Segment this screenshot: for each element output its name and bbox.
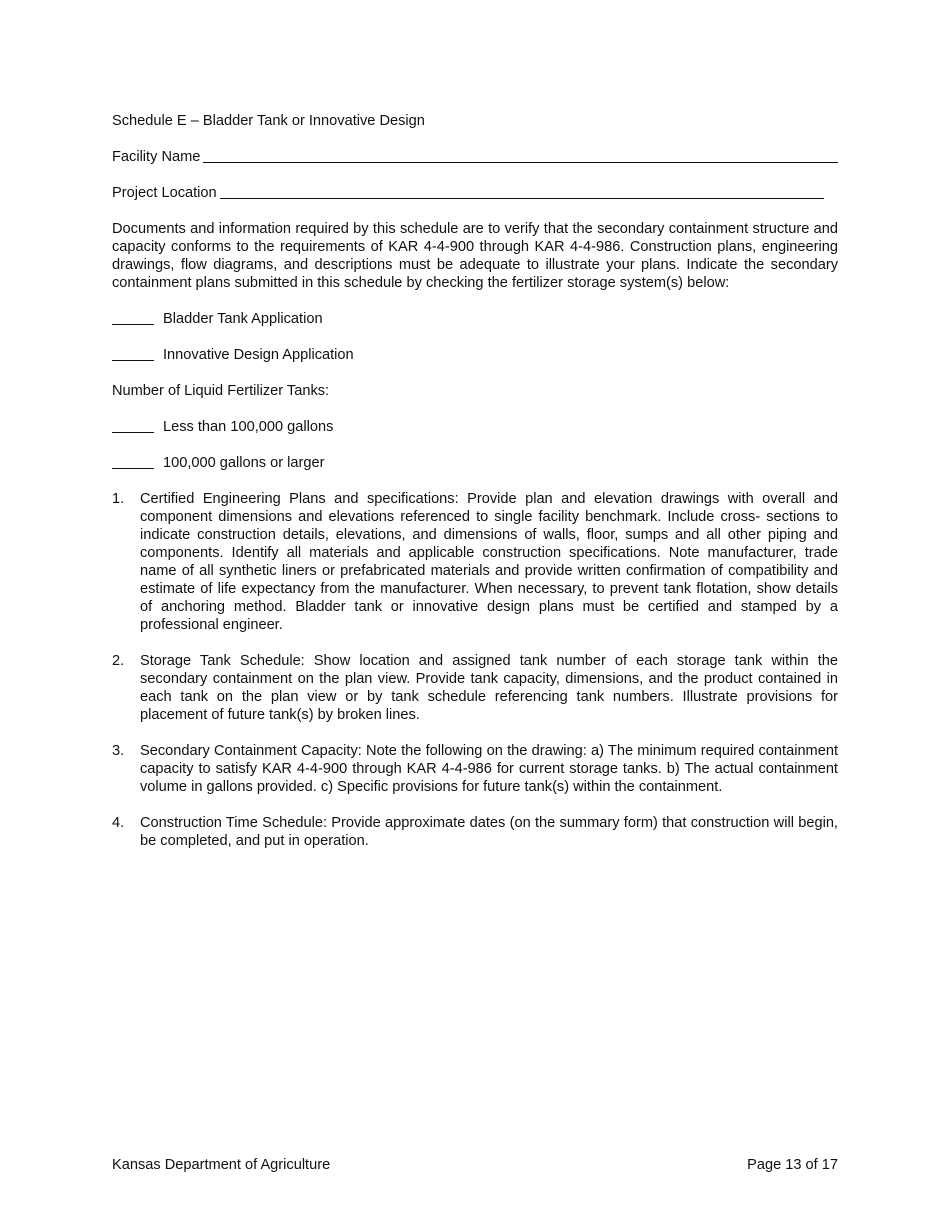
bladder-tank-option xyxy=(112,310,838,328)
less-than-100k-option xyxy=(112,418,838,436)
facility-name-label: Facility Name xyxy=(112,149,201,165)
document-page xyxy=(112,112,838,868)
list-item-text: Construction Time Schedule: Provide approximate dates (on the summary form) that construction will begin, be completed, and put in operation. xyxy=(140,815,838,849)
facility-name-row xyxy=(112,148,838,166)
innovative-design-option xyxy=(112,346,838,364)
footer-department: Kansas Department of Agriculture xyxy=(112,1157,331,1173)
bladder-tank-checkbox[interactable] xyxy=(112,323,154,325)
facility-name-field[interactable] xyxy=(203,161,838,163)
list-item-number: 4. xyxy=(112,815,125,831)
project-location-field[interactable] xyxy=(220,197,824,199)
100k-or-larger-option xyxy=(112,454,838,472)
bladder-tank-label: Bladder Tank Application xyxy=(163,311,323,327)
requirements-list xyxy=(112,490,838,850)
project-location-row xyxy=(112,184,838,202)
list-item xyxy=(112,814,838,850)
list-item-text: Certified Engineering Plans and specifications: Provide plan and elevation drawings with overall and component dimensions and elevations referenced to single facility benchmark. Include cross- sections to indicate construction details, elevations, and dimensions of walls, floor, sumps and all other piping and components. Identify all materials and applicable construction specifications. Note manufacturer, trade name of all synthetic liners or prefabricated materials and provide written confirmation of compatibility and estimate of life expectancy from the manufacturer. When necessary, to prevent tank flotation, show details of anchoring method. Bladder tank or innovative design plans must be certified and stamped by a professional engineer. xyxy=(140,491,838,633)
less-than-100k-checkbox[interactable] xyxy=(112,431,154,433)
list-item-number: 3. xyxy=(112,743,125,759)
list-item xyxy=(112,742,838,796)
list-item xyxy=(112,652,838,724)
intro-paragraph: Documents and information required by this schedule are to verify that the secondary containment structure and capacity conforms to the requirements of KAR 4-4-900 through KAR 4-4-986. Construction plans, engineering drawings, flow diagrams, and descriptions must be adequate to illustrate your plans. Indicate the secondary containment plans submitted in this schedule by checking the fertilizer storage system(s) below: xyxy=(112,221,838,291)
footer-page-number: Page 13 of 17 xyxy=(747,1157,838,1173)
list-item-text: Secondary Containment Capacity: Note the following on the drawing: a) The minimum required containment capacity to satisfy KAR 4-4-900 through KAR 4-4-986 for current storage tanks. b) The actual containment volume in gallons provided. c) Specific provisions for future tank(s) within the containment. xyxy=(140,743,838,795)
100k-or-larger-label: 100,000 gallons or larger xyxy=(163,455,325,471)
project-location-label: Project Location xyxy=(112,185,217,201)
page-footer xyxy=(112,1156,838,1174)
100k-or-larger-checkbox[interactable] xyxy=(112,467,154,469)
list-item xyxy=(112,490,838,634)
schedule-title: Schedule E – Bladder Tank or Innovative Design xyxy=(112,113,425,129)
innovative-design-checkbox[interactable] xyxy=(112,359,154,361)
list-item-text: Storage Tank Schedule: Show location and assigned tank number of each storage tank within the secondary containment on the plan view. Provide tank capacity, dimensions, and the product contained in each tank on the plan view or by tank schedule referencing tank numbers. Illustrate provisions for placement of future tank(s) by broken lines. xyxy=(140,653,838,723)
less-than-100k-label: Less than 100,000 gallons xyxy=(163,419,334,435)
list-item-number: 1. xyxy=(112,491,125,507)
innovative-design-label: Innovative Design Application xyxy=(163,347,354,363)
tanks-count-label: Number of Liquid Fertilizer Tanks: xyxy=(112,383,330,399)
list-item-number: 2. xyxy=(112,653,125,669)
